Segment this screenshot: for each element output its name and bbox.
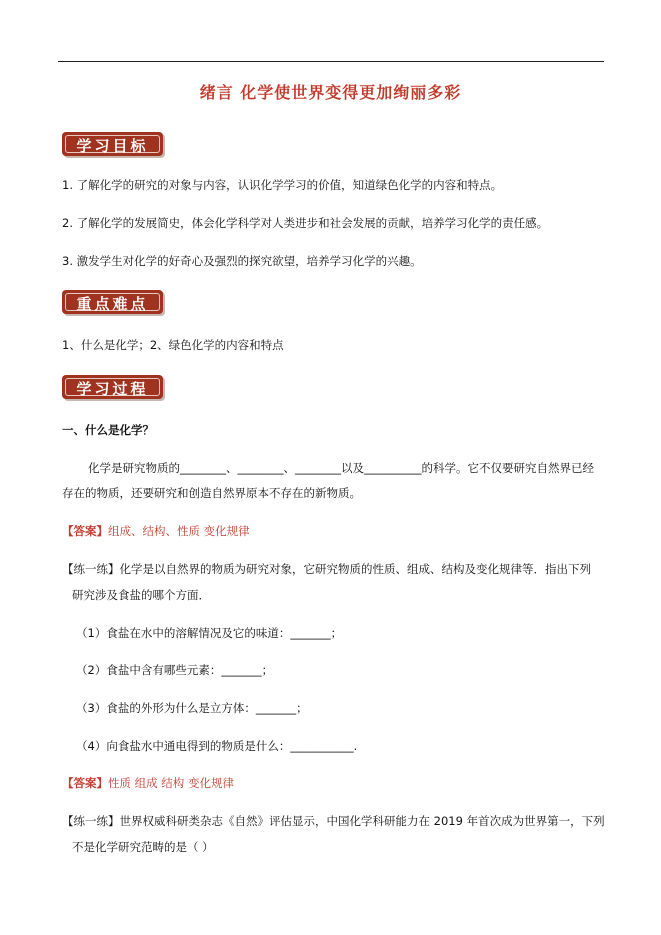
section-badge-label: 学习目标 [76,137,149,155]
question-4: （4）向食盐水中通电得到的物质是什么：___________. [76,739,358,753]
intro-paragraph-line1: 化学是研究物质的________、________、________以及__________的科学。它不仅要研究自然界已经 [88,461,594,475]
page-title: 绪言 化学使世界变得更加绚丽多彩 [199,83,462,102]
goal-item-2: 2. 了解化学的发展简史，体会化学科学对人类进步和社会发展的贡献，培养学习化学的责任感。 [62,216,549,230]
answer-text: 组成、结构、性质 变化规律 [108,524,250,538]
practice-1-line2: 研究涉及食盐的哪个方面． [72,588,210,602]
answer-2 [62,775,234,791]
section-badge-goals [62,132,163,156]
practice-2-line1: 【练一练】世界权威科研类杂志《自然》评估显示，中国化学科研能力在 2019 年首次成为世界第一，下列 [62,814,605,828]
answer-text: 性质 组成 结构 变化规律 [108,776,234,790]
practice-2-line2: 不是化学研究范畴的是（ ） [72,840,214,854]
part1-heading: 一、什么是化学？ [62,423,154,437]
section-badge-label: 学习过程 [76,380,149,398]
intro-paragraph-line2: 存在的物质，还要研究和创造自然界原本不存在的新物质。 [62,486,361,500]
section-badge-keypoints [62,290,163,314]
answer-1 [62,523,250,539]
question-2: （2）食盐中含有哪些元素：_______； [76,663,274,677]
question-3: （3）食盐的外形为什么是立方体：_______； [76,701,308,715]
section-badge-label: 重点难点 [76,295,149,313]
keypoints-text: 1、什么是化学；2、绿色化学的内容和特点 [62,338,284,352]
section-badge-process [62,375,163,399]
goal-item-1: 1. 了解化学的研究的对象与内容，认识化学学习的价值，知道绿色化学的内容和特点。 [62,178,503,192]
practice-1-line1: 【练一练】化学是以自然界的物质为研究对象，它研究物质的性质、组成、结构及变化规律等．指出下列 [62,562,591,576]
answer-label: 【答案】 [62,776,108,790]
top-rule [58,61,604,62]
question-1: （1）食盐在水中的溶解情况及它的味道：_______； [76,626,343,640]
answer-label: 【答案】 [62,524,108,538]
goal-item-3: 3. 激发学生对化学的好奇心及强烈的探究欲望，培养学习化学的兴趣。 [62,254,422,268]
